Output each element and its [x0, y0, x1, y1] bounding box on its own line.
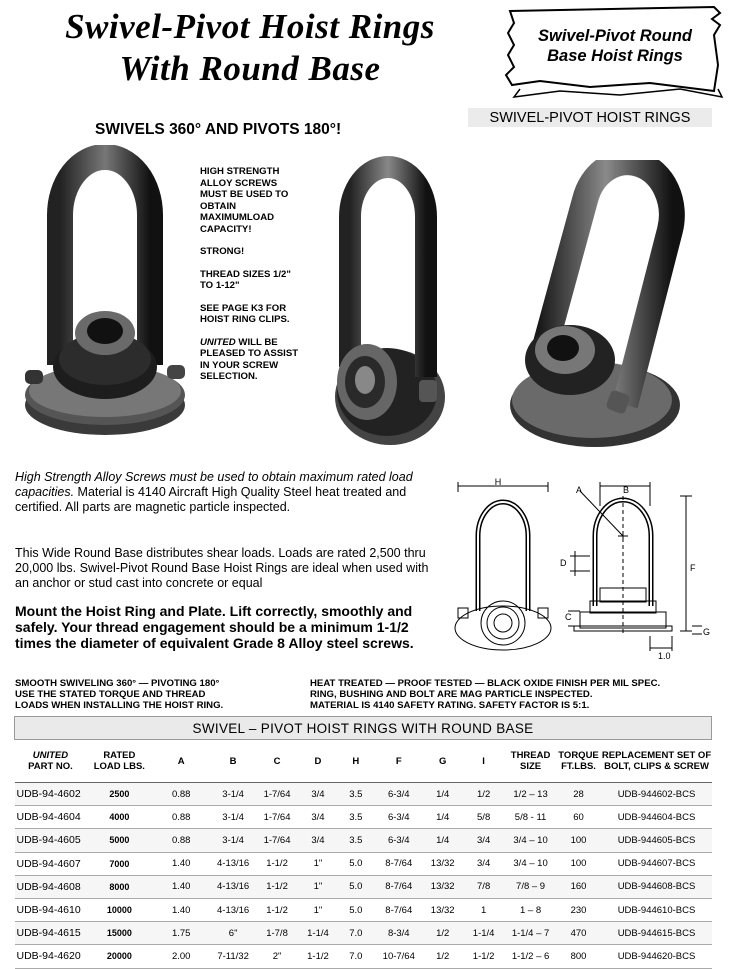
col-torque: TORQUE FT.LBS. [556, 740, 602, 783]
cell-part-no: UDB-94-4602 [15, 783, 87, 806]
table-row [15, 783, 712, 806]
cell-d: 3/4 [298, 783, 338, 806]
cell-i: 3/4 [462, 852, 506, 875]
dimension-diagram [440, 476, 732, 671]
cell-f: 8-7/64 [374, 875, 424, 898]
hoist-ring-front-photo [15, 145, 195, 455]
cell-torque: 100 [556, 852, 602, 875]
cell-replacement-set: UDB-944602-BCS [602, 783, 712, 806]
cell-h: 3.5 [338, 806, 374, 829]
cell-rated-load: 10000 [86, 898, 152, 921]
cell-h: 3.5 [338, 829, 374, 852]
hoist-ring-side-photo [315, 152, 445, 452]
cell-i: 7/8 [462, 875, 506, 898]
cell-i: 1 [462, 898, 506, 921]
cell-thread-size: 1-1/4 – 7 [506, 922, 556, 945]
col-part-no: UNITED PART NO. [15, 740, 87, 783]
cell-h: 3.5 [338, 783, 374, 806]
cell-thread-size: 1 – 8 [506, 898, 556, 921]
paragraph-round-base: This Wide Round Base distributes shear loads. Loads are rated 2,500 thru 20,000 lbs. Swivel-Pivot Round Base Hoist Rings are ideal when used with an anchor or stud cast into concrete or equal [15, 546, 429, 590]
paragraph-mounting: Mount the Hoist Ring and Plate. Lift correctly, smoothly and safely. Your thread engagement should be a minimum 1-1/2 times the diameter of equivalent Grade 8 Alloy steel screws. [15, 603, 414, 651]
cell-part-no: UDB-94-4608 [15, 875, 87, 898]
diagram-label-h: H [494, 477, 502, 487]
cell-rated-load: 2500 [86, 783, 152, 806]
cell-h: 5.0 [338, 898, 374, 921]
cell-rated-load: 4000 [86, 806, 152, 829]
cell-rated-load: 7000 [86, 852, 152, 875]
cell-replacement-set: UDB-944608-BCS [602, 875, 712, 898]
diagram-label-c: C [565, 612, 572, 622]
cell-f: 10-7/64 [374, 945, 424, 968]
diagram-label-f: F [690, 563, 696, 573]
cell-torque: 800 [556, 945, 602, 968]
cell-thread-size: 5/8 - 11 [506, 806, 556, 829]
cell-replacement-set: UDB-944605-BCS [602, 829, 712, 852]
cell-thread-size: 3/4 – 10 [506, 829, 556, 852]
table-caption: SWIVEL – PIVOT HOIST RINGS WITH ROUND BASE [15, 717, 712, 740]
cell-f: 6-3/4 [374, 829, 424, 852]
cell-rated-load: 8000 [86, 875, 152, 898]
cell-c: 2" [256, 945, 298, 968]
col-b: B [210, 740, 256, 783]
cell-a: 0.88 [152, 806, 210, 829]
cell-f: 8-7/64 [374, 898, 424, 921]
cell-d: 1-1/2 [298, 945, 338, 968]
diagram-label-a: A [576, 485, 583, 495]
cell-a: 1.40 [152, 852, 210, 875]
cell-a: 0.88 [152, 783, 210, 806]
col-a: A [152, 740, 210, 783]
cell-g: 13/32 [424, 875, 462, 898]
cell-replacement-set: UDB-944615-BCS [602, 922, 712, 945]
table-row [15, 875, 712, 898]
cell-c: 1-1/2 [256, 898, 298, 921]
cell-c: 1-7/64 [256, 783, 298, 806]
cell-rated-load: 15000 [86, 922, 152, 945]
cell-part-no: UDB-94-4615 [15, 922, 87, 945]
cell-f: 6-3/4 [374, 806, 424, 829]
page-title [10, 6, 490, 90]
cell-a: 0.88 [152, 829, 210, 852]
cell-f: 8-7/64 [374, 852, 424, 875]
table-row [15, 898, 712, 921]
cell-part-no: UDB-94-4607 [15, 852, 87, 875]
headline: SWIVELS 360° AND PIVOTS 180°! [95, 121, 342, 138]
cell-torque: 100 [556, 829, 602, 852]
cell-rated-load: 5000 [86, 829, 152, 852]
col-d: D [298, 740, 338, 783]
title-line-2: With Round Base [119, 49, 381, 88]
cell-c: 1-7/8 [256, 922, 298, 945]
cell-thread-size: 3/4 – 10 [506, 852, 556, 875]
cell-d: 3/4 [298, 806, 338, 829]
cell-c: 1-7/64 [256, 806, 298, 829]
cell-h: 7.0 [338, 945, 374, 968]
title-line-1: Swivel-Pivot Hoist Rings [65, 7, 435, 46]
col-c: C [256, 740, 298, 783]
cell-part-no: UDB-94-4604 [15, 806, 87, 829]
cell-b: 3-1/4 [210, 806, 256, 829]
table-row [15, 829, 712, 852]
cell-h: 5.0 [338, 852, 374, 875]
paragraph-materials: High Strength Alloy Screws must be used to obtain maximum rated load capacities. Material is 4140 Aircraft High Quality Steel heat treated and certified. All parts are magnetic particle inspected. [15, 470, 413, 514]
cell-replacement-set: UDB-944620-BCS [602, 945, 712, 968]
col-h: H [338, 740, 374, 783]
cell-g: 1/2 [424, 945, 462, 968]
cell-b: 3-1/4 [210, 783, 256, 806]
table-row [15, 806, 712, 829]
cell-part-no: UDB-94-4605 [15, 829, 87, 852]
notes-left: SMOOTH SWIVELING 360° — PIVOTING 180° USE THE STATED TORQUE AND THREAD LOADS WHEN INSTALLING THE HOIST RING. [15, 678, 224, 711]
diagram-label-d: D [560, 558, 567, 568]
cell-torque: 60 [556, 806, 602, 829]
cell-b: 4-13/16 [210, 875, 256, 898]
cell-i: 1-1/4 [462, 922, 506, 945]
cell-torque: 230 [556, 898, 602, 921]
cell-d: 1" [298, 898, 338, 921]
cell-a: 1.40 [152, 898, 210, 921]
cell-f: 8-3/4 [374, 922, 424, 945]
specifications-table [14, 716, 712, 969]
hoist-ring-angled-photo [500, 160, 700, 460]
cell-g: 1/4 [424, 829, 462, 852]
cell-thread-size: 1-1/2 – 6 [506, 945, 556, 968]
col-thread-size: THREAD SIZE [506, 740, 556, 783]
cell-h: 7.0 [338, 922, 374, 945]
table-body [15, 783, 712, 969]
table-row [15, 945, 712, 968]
cell-c: 1-1/2 [256, 852, 298, 875]
cell-d: 1-1/4 [298, 922, 338, 945]
col-g: G [424, 740, 462, 783]
diagram-label-g: G [703, 627, 711, 637]
cell-torque: 470 [556, 922, 602, 945]
cell-rated-load: 20000 [86, 945, 152, 968]
col-f: F [374, 740, 424, 783]
cell-replacement-set: UDB-944604-BCS [602, 806, 712, 829]
cell-a: 1.40 [152, 875, 210, 898]
cell-torque: 160 [556, 875, 602, 898]
cell-replacement-set: UDB-944607-BCS [602, 852, 712, 875]
badge-title: Swivel-Pivot Round Base Hoist Rings [537, 27, 692, 65]
diagram-label-b: B [623, 485, 630, 495]
cell-g: 1/4 [424, 806, 462, 829]
cell-g: 1/4 [424, 783, 462, 806]
cell-thread-size: 1/2 – 13 [506, 783, 556, 806]
cell-c: 1-7/64 [256, 829, 298, 852]
cell-g: 13/32 [424, 898, 462, 921]
cell-b: 6" [210, 922, 256, 945]
cell-g: 13/32 [424, 852, 462, 875]
col-rated-load: RATED LOAD LBS. [86, 740, 152, 783]
cell-part-no: UDB-94-4620 [15, 945, 87, 968]
col-i: I [462, 740, 506, 783]
col-replacement-set: REPLACEMENT SET OF BOLT, CLIPS & SCREW [602, 740, 712, 783]
cell-i: 5/8 [462, 806, 506, 829]
cell-i: 1-1/2 [462, 945, 506, 968]
cell-d: 1" [298, 852, 338, 875]
cell-replacement-set: UDB-944610-BCS [602, 898, 712, 921]
cell-thread-size: 7/8 – 9 [506, 875, 556, 898]
cell-f: 6-3/4 [374, 783, 424, 806]
notes-right: HEAT TREATED — PROOF TESTED — BLACK OXIDE FINISH PER MIL SPEC. RING, BUSHING AND BOLT ARE MAG PARTICLE INSPECTED. MATERIAL IS 4140 SAFETY RATING. SAFETY FACTOR IS 5:1. [310, 678, 661, 711]
cell-part-no: UDB-94-4610 [15, 898, 87, 921]
cell-c: 1-1/2 [256, 875, 298, 898]
cell-d: 3/4 [298, 829, 338, 852]
cell-g: 1/2 [424, 922, 462, 945]
cell-b: 7-11/32 [210, 945, 256, 968]
cell-b: 4-13/16 [210, 898, 256, 921]
cell-h: 5.0 [338, 875, 374, 898]
badge-subtitle: SWIVEL-PIVOT HOIST RINGS [468, 108, 712, 127]
table-row [15, 922, 712, 945]
cell-b: 3-1/4 [210, 829, 256, 852]
cell-torque: 28 [556, 783, 602, 806]
cell-i: 1/2 [462, 783, 506, 806]
cell-d: 1" [298, 875, 338, 898]
table-row [15, 852, 712, 875]
diagram-label-dim: 1.0 [658, 651, 671, 661]
side-notes: HIGH STRENGTH ALLOY SCREWS MUST BE USED TO OBTAIN MAXIMUMLOAD CAPACITY! STRONG! THREAD SIZES 1/2" TO 1-12" SEE PAGE K3 FOR HOIST RING CLIPS. UNITED WILL BE PLEASED TO ASSIST IN YOUR SCREW SELECTION. [200, 166, 299, 382]
cell-a: 2.00 [152, 945, 210, 968]
cell-a: 1.75 [152, 922, 210, 945]
cell-b: 4-13/16 [210, 852, 256, 875]
cell-i: 3/4 [462, 829, 506, 852]
